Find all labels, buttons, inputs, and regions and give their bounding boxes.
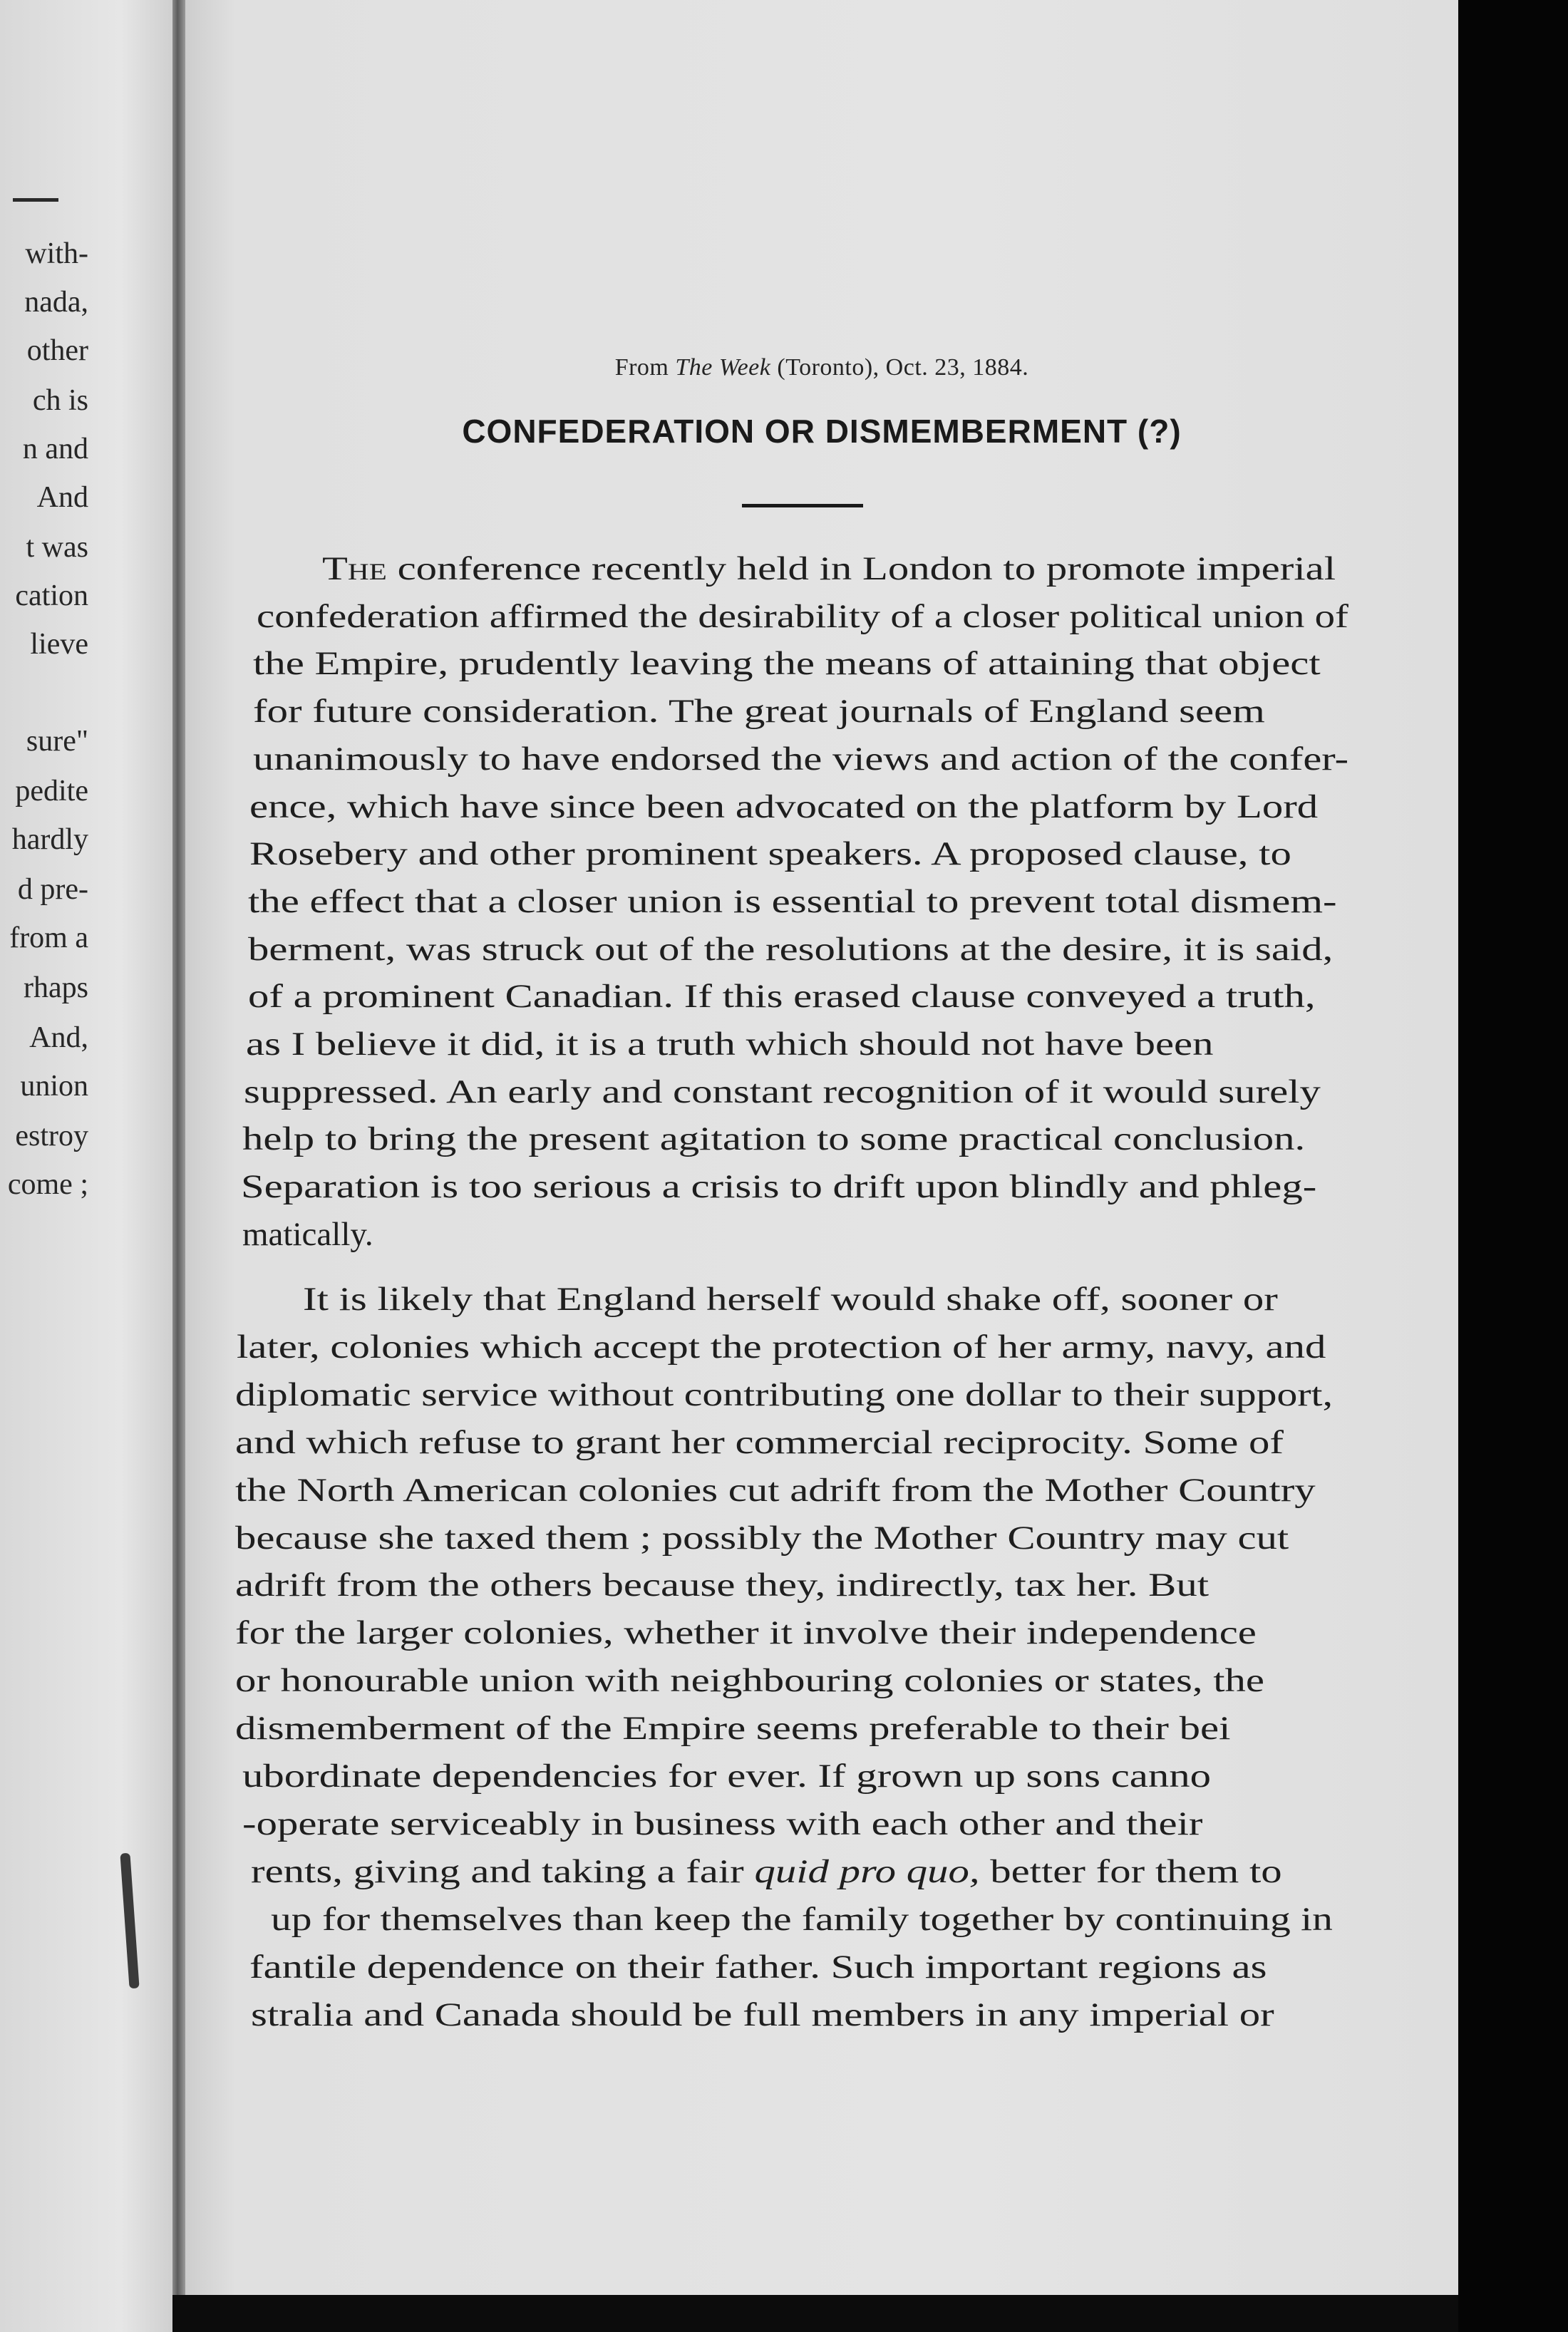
text-line: for future consideration. The great journals of England seem [253, 693, 1265, 731]
text-line: because she taxed them ; possibly the Mother Country may cut [235, 1519, 1289, 1557]
latin-phrase: quid pro quo, [754, 1852, 980, 1890]
source-date: (Toronto), Oct. 23, 1884. [770, 354, 1029, 381]
text-line: of a prominent Canadian. If this erased clause conveyed a truth, [248, 978, 1316, 1016]
facing-line: sure" [26, 725, 88, 758]
text-run: conference recently held in London to promote imperial [386, 550, 1336, 587]
article-page [185, 0, 1458, 2295]
text-line: Separation is too serious a crisis to drift upon blindly and phleg- [241, 1168, 1317, 1206]
text-line [251, 1852, 1282, 1890]
facing-line: cation [15, 579, 88, 612]
text-line: as I believe it did, it is a truth which should not have been [246, 1026, 1214, 1063]
text-line: ubordinate dependencies for ever. If grown up sons canno [242, 1758, 1211, 1795]
text-line: It is likely that England herself would shake off, sooner or [303, 1281, 1278, 1318]
text-line: or honourable union with neighbouring colonies or states, the [235, 1662, 1265, 1700]
text-line: confederation affirmed the desirability of a closer political union of [257, 597, 1348, 635]
scan-border-bottom [172, 2295, 1458, 2332]
facing-line: with- [25, 237, 88, 270]
text-line: -operate serviceably in business with each other and their [242, 1805, 1203, 1842]
text-line: unanimously to have endorsed the views and action of the confer- [253, 740, 1349, 778]
facing-line: estroy [15, 1120, 88, 1152]
text-line: fantile dependence on their father. Such important regions as [249, 1948, 1267, 1986]
facing-line: ch is [32, 384, 88, 417]
facing-page-rule [13, 198, 58, 202]
title-rule [742, 504, 863, 507]
page-crease-mark [120, 1853, 139, 1989]
text-line: up for themselves than keep the family together by continuing in [271, 1900, 1333, 1938]
text-run: better for them to [979, 1852, 1282, 1890]
article-title: CONFEDERATION OR DISMEMBERMENT (?) [462, 413, 1182, 450]
text-line: the effect that a closer union is essential to prevent total dismem- [248, 882, 1337, 920]
text-line: Rosebery and other prominent speakers. A proposed clause, to [249, 835, 1291, 873]
text-line: diplomatic service without contributing one dollar to their support, [235, 1376, 1334, 1413]
text-run: rents, giving and taking a fair [251, 1852, 755, 1890]
text-line: help to bring the present agitation to some practical conclusion. [242, 1120, 1306, 1158]
facing-line: other [26, 334, 88, 367]
text-line: matically. [242, 1215, 373, 1253]
text-line: stralia and Canada should be full members in any imperial or [251, 1996, 1274, 2033]
facing-line: d pre- [17, 873, 88, 906]
facing-line: union [20, 1070, 88, 1103]
facing-line: pedite [15, 775, 88, 808]
text-line [322, 552, 1336, 586]
book-gutter [172, 0, 185, 2332]
text-line: adrift from the others because they, indirectly, tax her. But [235, 1567, 1209, 1604]
facing-line: hardly [11, 823, 88, 856]
facing-page-fragment [0, 0, 172, 2332]
source-prefix: From [614, 354, 676, 381]
text-line: and which refuse to grant her commercial reciprocity. Some of [235, 1423, 1284, 1461]
facing-line: nada, [24, 286, 88, 319]
text-line: the North American colonies cut adrift from the Mother Country [235, 1471, 1316, 1509]
source-line [185, 354, 1458, 381]
facing-line: And, [29, 1021, 88, 1054]
facing-line: from a [9, 922, 88, 954]
text-line: berment, was struck out of the resolutions at the desire, it is said, [248, 930, 1334, 968]
scan-border-right [1458, 0, 1568, 2332]
text-line: suppressed. An early and constant recognition of it would surely [244, 1073, 1321, 1110]
facing-line: come ; [7, 1168, 88, 1201]
facing-line: rhaps [24, 971, 88, 1004]
source-publication: The Week [675, 354, 771, 381]
text-line: for the larger colonies, whether it involve their independence [235, 1614, 1257, 1652]
facing-line: t was [26, 531, 88, 564]
facing-line: n and [22, 433, 88, 465]
text-line: the Empire, prudently leaving the means of attaining that object [253, 645, 1321, 683]
drop-word: The [322, 550, 387, 587]
text-line: ence, which have since been advocated on the platform by Lord [249, 788, 1319, 825]
facing-line: And [36, 481, 88, 514]
text-line: dismemberment of the Empire seems preferable to their bei [235, 1710, 1231, 1748]
text-line: later, colonies which accept the protection of her army, navy, and [237, 1328, 1326, 1366]
facing-line: lieve [30, 628, 88, 661]
